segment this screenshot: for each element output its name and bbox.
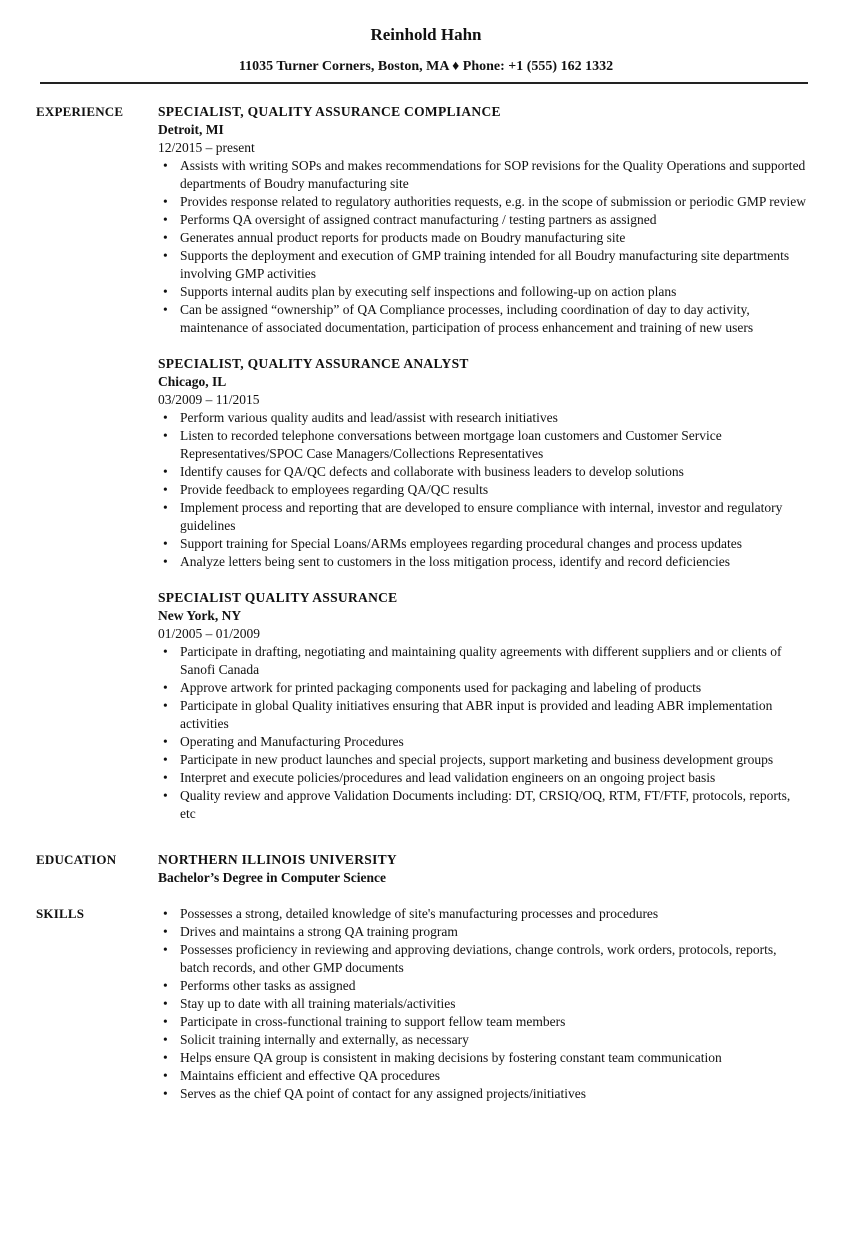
- job-bullet: • Assists with writing SOPs and makes recommendations for SOP revisions for the Quality Operations and supported departments of Boudry manufacturing site: [158, 157, 808, 193]
- skill-item: • Helps ensure QA group is consistent in making decisions by fostering constant team communication: [158, 1049, 808, 1067]
- section-label-experience: EXPERIENCE: [36, 104, 124, 119]
- section-label-skills: SKILLS: [36, 906, 85, 921]
- job-bullet: • Support training for Special Loans/ARMs employees regarding procedural changes and process updates: [158, 535, 808, 553]
- job-bullet: • Generates annual product reports for products made on Boudry manufacturing site: [158, 229, 808, 247]
- job-dates: 03/2009 – 11/2015: [158, 392, 260, 407]
- candidate-name: Reinhold Hahn: [370, 25, 482, 44]
- job-bullet: • Implement process and reporting that are developed to ensure compliance with internal, investor and regulatory guidelines: [158, 499, 808, 535]
- job-title: SPECIALIST, QUALITY ASSURANCE COMPLIANCE: [158, 104, 501, 119]
- job-bullet: • Provides response related to regulatory authorities requests, e.g. in the scope of submission or periodic GMP review: [158, 193, 808, 211]
- skill-item: • Performs other tasks as assigned: [158, 977, 808, 995]
- job-bullet: • Provide feedback to employees regarding QA/QC results: [158, 481, 808, 499]
- skill-item: • Serves as the chief QA point of contact for any assigned projects/initiatives: [158, 1085, 808, 1103]
- experience-section: [36, 103, 808, 823]
- education-body: [158, 851, 808, 887]
- skills-section: [36, 905, 808, 1103]
- job-bullet: • Can be assigned “ownership” of QA Compliance processes, including coordination of day to day activity, maintenance of associated documentation, participation of process enhancement and training of new users: [158, 301, 808, 337]
- job-bullet: • Participate in global Quality initiatives ensuring that ABR input is provided and leading ABR implementation activities: [158, 697, 808, 733]
- skill-item: • Drives and maintains a strong QA training program: [158, 923, 808, 941]
- skill-item: • Stay up to date with all training materials/activities: [158, 995, 808, 1013]
- skill-item: • Maintains efficient and effective QA procedures: [158, 1067, 808, 1085]
- job-bullet: • Approve artwork for printed packaging components used for packaging and labeling of products: [158, 679, 808, 697]
- job-bullets: [158, 643, 808, 823]
- header-divider: [40, 82, 808, 84]
- job-bullet: • Participate in new product launches and special projects, support marketing and business development groups: [158, 751, 808, 769]
- job-bullet: • Perform various quality audits and lead/assist with research initiatives: [158, 409, 808, 427]
- experience-body: [158, 103, 808, 823]
- skills-body: [158, 905, 808, 1103]
- skill-item: • Possesses proficiency in reviewing and approving deviations, change controls, work orders, protocols, reports, batch records, and other GMP documents: [158, 941, 808, 977]
- skill-item: • Participate in cross-functional training to support fellow team members: [158, 1013, 808, 1031]
- job-bullet: • Participate in drafting, negotiating and maintaining quality agreements with different suppliers and or clients of Sanofi Canada: [158, 643, 808, 679]
- job-bullet: • Analyze letters being sent to customers in the loss mitigation process, identify and record deficiencies: [158, 553, 808, 571]
- job-bullet: • Supports the deployment and execution of GMP training intended for all Boudry manufacturing site departments involving GMP activities: [158, 247, 808, 283]
- job-title: SPECIALIST QUALITY ASSURANCE: [158, 590, 398, 605]
- skill-item: • Possesses a strong, detailed knowledge of site's manufacturing processes and procedures: [158, 905, 808, 923]
- job-bullet: • Quality review and approve Validation Documents including: DT, CRSIQ/OQ, RTM, FT/FTF, protocols, reports, etc: [158, 787, 808, 823]
- job-bullet: • Performs QA oversight of assigned contract manufacturing / testing partners as assigned: [158, 211, 808, 229]
- degree: Bachelor’s Degree in Computer Science: [158, 870, 386, 885]
- job-entry: [158, 589, 808, 823]
- job-entry: [158, 355, 808, 571]
- job-dates: 01/2005 – 01/2009: [158, 626, 261, 641]
- job-title: SPECIALIST, QUALITY ASSURANCE ANALYST: [158, 356, 469, 371]
- job-bullet: • Interpret and execute policies/procedures and lead validation engineers on an ongoing project basis: [158, 769, 808, 787]
- job-entry: [158, 103, 808, 337]
- section-label-education: EDUCATION: [36, 852, 117, 867]
- job-location: Detroit, MI: [158, 122, 224, 137]
- job-dates: 12/2015 – present: [158, 140, 255, 155]
- job-location: New York, NY: [158, 608, 242, 623]
- education-section: [36, 851, 808, 887]
- school-name: NORTHERN ILLINOIS UNIVERSITY: [158, 852, 397, 867]
- skill-item: • Solicit training internally and externally, as necessary: [158, 1031, 808, 1049]
- contact-line: 11035 Turner Corners, Boston, MA ♦ Phone: +1 (555) 162 1332: [238, 59, 614, 74]
- job-bullet: • Supports internal audits plan by executing self inspections and following-up on action plans: [158, 283, 808, 301]
- job-location: Chicago, IL: [158, 374, 227, 389]
- job-bullets: [158, 157, 808, 337]
- skills-list: [158, 905, 808, 1103]
- job-bullet: • Identify causes for QA/QC defects and collaborate with business leaders to develop solutions: [158, 463, 808, 481]
- job-bullet: • Operating and Manufacturing Procedures: [158, 733, 808, 751]
- job-bullets: [158, 409, 808, 571]
- job-bullet: • Listen to recorded telephone conversations between mortgage loan customers and Customer Service Representatives/SPOC Case Managers/Collections Representatives: [158, 427, 808, 463]
